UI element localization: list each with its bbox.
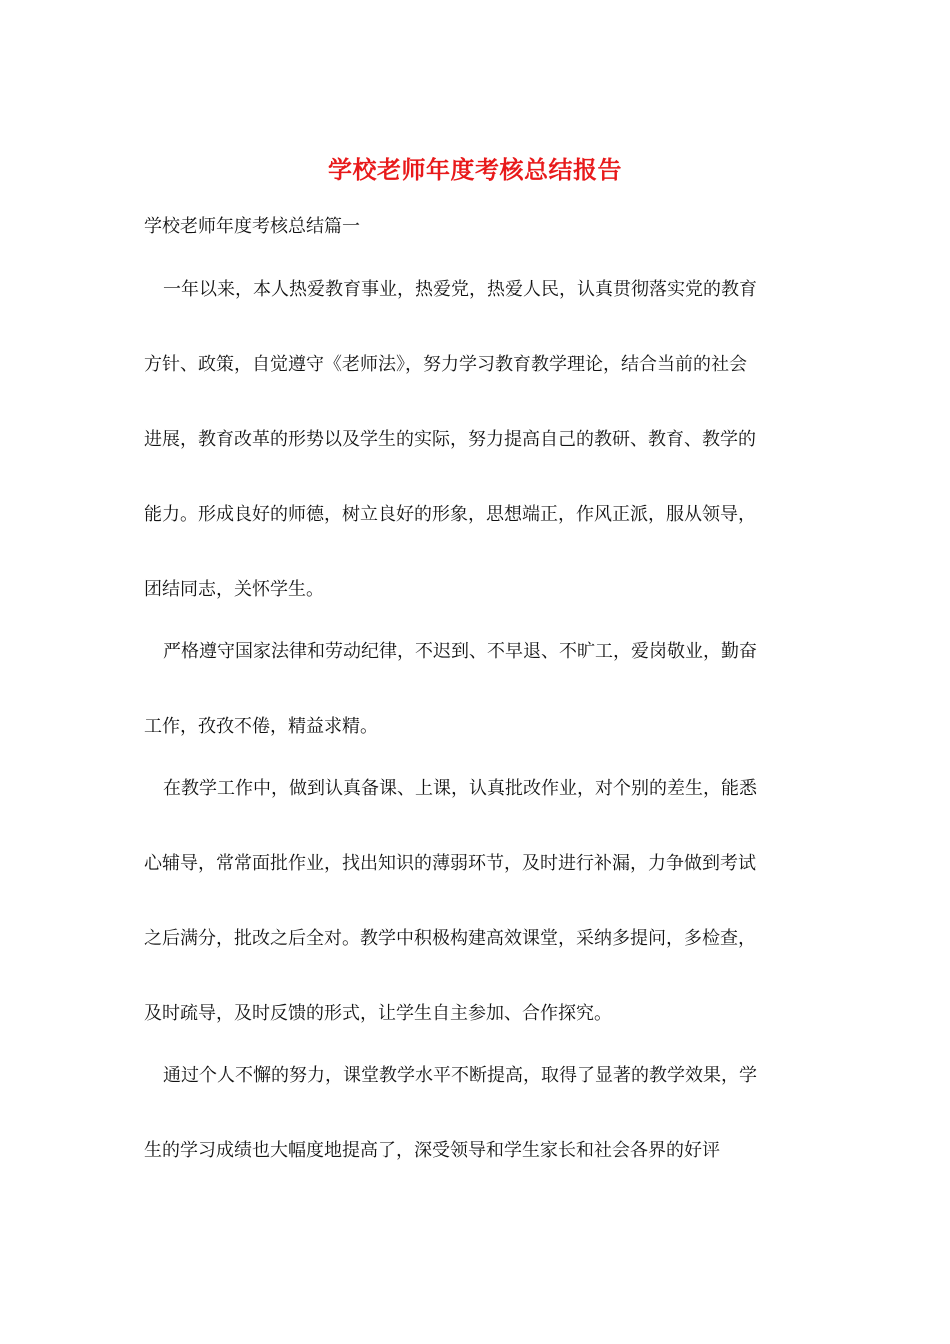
paragraph-line: 方针、政策，自觉遵守《老师法》，努力学习教育教学理论，结合当前的社会 xyxy=(144,354,747,375)
paragraph-line: 团结同志，关怀学生。 xyxy=(144,579,324,600)
paragraph-line: 工作，孜孜不倦，精益求精。 xyxy=(144,716,378,737)
paragraph-line: 心辅导，常常面批作业，找出知识的薄弱环节，及时进行补漏，力争做到考试 xyxy=(144,853,756,874)
paragraph-line: 进展，教育改革的形势以及学生的实际，努力提高自己的教研、教育、教学的 xyxy=(144,429,756,450)
document-title: 学校老师年度考核总结报告 xyxy=(328,155,622,184)
paragraph-line: 生的学习成绩也大幅度地提高了，深受领导和学生家长和社会各界的好评 xyxy=(144,1140,720,1161)
paragraph-line: 通过个人不懈的努力，课堂教学水平不断提高，取得了显著的教学效果，学 xyxy=(163,1065,757,1086)
paragraph-line: 及时疏导，及时反馈的形式，让学生自主参加、合作探究。 xyxy=(144,1003,612,1024)
paragraph-line: 之后满分，批改之后全对。教学中积极构建高效课堂，采纳多提问，多检查， xyxy=(144,928,756,949)
section-heading: 学校老师年度考核总结篇一 xyxy=(144,216,360,237)
paragraph-line: 一年以来，本人热爱教育事业，热爱党，热爱人民，认真贯彻落实党的教育 xyxy=(163,279,757,300)
paragraph-line: 严格遵守国家法律和劳动纪律，不迟到、不早退、不旷工，爱岗敬业，勤奋 xyxy=(163,641,757,662)
paragraph-line: 在教学工作中，做到认真备课、上课，认真批改作业，对个别的差生，能悉 xyxy=(163,778,757,799)
paragraph-line: 能力。形成良好的师德，树立良好的形象，思想端正，作风正派，服从领导， xyxy=(144,504,756,525)
